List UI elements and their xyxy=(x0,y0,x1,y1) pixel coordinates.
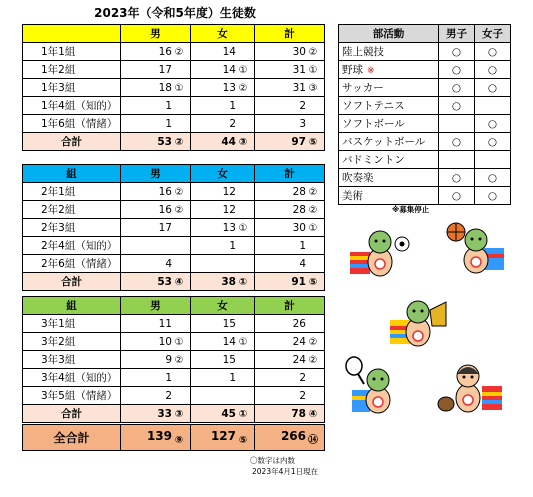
class-name: 1年2組 xyxy=(23,61,121,79)
boys-cell xyxy=(121,351,191,369)
total-value: 24 xyxy=(292,353,306,366)
club-boys-mark: ○ xyxy=(439,61,475,79)
total-cell xyxy=(255,79,325,97)
grand-total-table xyxy=(22,424,325,451)
boys-value: 17 xyxy=(158,221,172,234)
total-label: 合計 xyxy=(23,405,121,423)
boys-cell xyxy=(121,43,191,61)
boys-value: 16 xyxy=(158,203,172,216)
total-row xyxy=(23,405,325,423)
boys-cell xyxy=(121,237,191,255)
grade1-table xyxy=(22,24,325,151)
boys-value: 1 xyxy=(165,371,172,384)
boys-cell xyxy=(121,133,191,151)
class-name: 1年6組（情緒） xyxy=(23,115,121,133)
list-item xyxy=(339,97,511,115)
boys-cell xyxy=(121,97,191,115)
club-name xyxy=(339,151,439,169)
boys-inner: ② xyxy=(174,354,184,366)
club-girls-mark xyxy=(475,97,511,115)
total-cell xyxy=(255,219,325,237)
club-boys-mark: ○ xyxy=(439,79,475,97)
boys-cell xyxy=(121,115,191,133)
girls-cell xyxy=(191,255,255,273)
total-value: 3 xyxy=(299,117,306,130)
total-inner: ③ xyxy=(308,82,318,94)
boys-inner: ② xyxy=(174,136,184,148)
col-total-header: 計 xyxy=(255,165,325,183)
boys-value: 16 xyxy=(158,185,172,198)
girls-cell xyxy=(191,61,255,79)
page-title: 2023年（令和5年度）生徒数 xyxy=(94,6,256,20)
total-value: 2 xyxy=(299,371,306,384)
class-name: 1年1組 xyxy=(23,43,121,61)
girls-cell xyxy=(191,405,255,423)
total-cell xyxy=(255,183,325,201)
girls-value: 14 xyxy=(222,335,236,348)
table-row xyxy=(23,183,325,201)
total-cell xyxy=(255,273,325,291)
table-row xyxy=(23,255,325,273)
col-total-header: 計 xyxy=(255,297,325,315)
list-item xyxy=(339,169,511,187)
girls-cell xyxy=(191,79,255,97)
table-row xyxy=(23,115,325,133)
total-inner: ② xyxy=(308,186,318,198)
table-row xyxy=(23,97,325,115)
girls-inner: ① xyxy=(238,336,248,348)
total-cell xyxy=(255,201,325,219)
girls-value: 15 xyxy=(222,317,236,330)
club-name-text: 陸上競技 xyxy=(342,46,384,58)
club-name xyxy=(339,115,439,133)
col-class-header xyxy=(23,25,121,43)
col-total-header: 計 xyxy=(255,25,325,43)
club-name-text: バスケットボール xyxy=(342,136,426,148)
grand-total-boys-inner: ⑨ xyxy=(174,435,184,446)
girls-cell xyxy=(191,97,255,115)
boys-value: 10 xyxy=(158,335,172,348)
girls-cell xyxy=(191,115,255,133)
girls-cell xyxy=(191,237,255,255)
table-row xyxy=(23,351,325,369)
boys-cell xyxy=(121,333,191,351)
total-value: 31 xyxy=(292,63,306,76)
boys-value: 33 xyxy=(157,407,172,420)
grade2-header-row xyxy=(23,165,325,183)
grand-total-boys xyxy=(121,425,191,451)
girls-cell xyxy=(191,351,255,369)
col-girls-header: 女 xyxy=(191,165,255,183)
boys-inner: ① xyxy=(174,336,184,348)
girls-cell xyxy=(191,219,255,237)
boys-value: 18 xyxy=(158,81,172,94)
club-name-text: 美術 xyxy=(342,190,363,202)
col-class-header: 組 xyxy=(23,165,121,183)
club-boys-mark: ○ xyxy=(439,133,475,151)
mascot-softball-icon xyxy=(436,356,508,420)
total-inner: ② xyxy=(308,336,318,348)
total-value: 1 xyxy=(299,239,306,252)
total-value: 28 xyxy=(292,185,306,198)
total-value: 24 xyxy=(292,335,306,348)
class-name: 1年4組（知的） xyxy=(23,97,121,115)
club-boys-mark xyxy=(439,115,475,133)
club-girls-mark: ○ xyxy=(475,169,511,187)
boys-inner: ④ xyxy=(174,276,184,288)
table-row xyxy=(23,201,325,219)
club-name xyxy=(339,43,439,61)
table-row xyxy=(23,315,325,333)
list-item xyxy=(339,61,511,79)
girls-inner: ① xyxy=(238,222,248,234)
total-cell xyxy=(255,97,325,115)
grand-total-boys-value: 139 xyxy=(146,429,172,443)
table-row xyxy=(23,387,325,405)
club-name-text: 野球 xyxy=(342,64,363,76)
boys-cell xyxy=(121,369,191,387)
total-value: 30 xyxy=(292,45,306,58)
girls-inner: ① xyxy=(238,408,248,420)
table-row xyxy=(23,369,325,387)
girls-value: 14 xyxy=(222,63,236,76)
class-name: 3年3組 xyxy=(23,351,121,369)
grade3-table xyxy=(22,296,325,423)
class-name: 2年1組 xyxy=(23,183,121,201)
girls-cell xyxy=(191,387,255,405)
col-boys-header: 男 xyxy=(121,297,191,315)
total-inner: ① xyxy=(308,222,318,234)
girls-value: 38 xyxy=(221,275,236,288)
total-value: 26 xyxy=(292,317,306,330)
col-boys-header: 男 xyxy=(121,165,191,183)
girls-cell xyxy=(191,133,255,151)
boys-cell xyxy=(121,61,191,79)
boys-value: 11 xyxy=(158,317,172,330)
club-name xyxy=(339,187,439,205)
class-name: 3年2組 xyxy=(23,333,121,351)
club-boys-mark: ○ xyxy=(439,169,475,187)
table-row xyxy=(23,61,325,79)
total-cell xyxy=(255,43,325,61)
grand-total-all xyxy=(255,425,325,451)
boys-inner: ② xyxy=(174,204,184,216)
grand-total-label: 全合計 xyxy=(23,425,121,451)
class-name: 3年4組（知的） xyxy=(23,369,121,387)
club-girls-mark: ○ xyxy=(475,43,511,61)
boys-value: 9 xyxy=(165,353,172,366)
club-table xyxy=(338,24,511,205)
girls-cell xyxy=(191,201,255,219)
recruit-stop-mark: ※ xyxy=(367,66,375,76)
total-cell xyxy=(255,387,325,405)
list-item xyxy=(339,133,511,151)
club-girls-mark xyxy=(475,151,511,169)
grand-total-all-value: 266 xyxy=(280,429,306,443)
total-cell xyxy=(255,405,325,423)
club-girls-mark: ○ xyxy=(475,61,511,79)
table-row xyxy=(23,333,325,351)
grade1-header-row xyxy=(23,25,325,43)
total-inner: ② xyxy=(308,354,318,366)
total-cell xyxy=(255,61,325,79)
grand-total-all-inner: ⑭ xyxy=(308,435,318,446)
club-name-text: 吹奏楽 xyxy=(342,172,374,184)
girls-value: 44 xyxy=(221,135,236,148)
list-item xyxy=(339,43,511,61)
girls-value: 13 xyxy=(222,221,236,234)
total-cell xyxy=(255,237,325,255)
grand-total-girls xyxy=(191,425,255,451)
total-cell xyxy=(255,351,325,369)
total-inner: ⑤ xyxy=(308,136,318,148)
mascot-tennis-icon xyxy=(344,356,408,420)
club-girls-header: 女子 xyxy=(475,25,511,43)
club-name xyxy=(339,61,439,79)
boys-inner: ② xyxy=(174,46,184,58)
boys-value: 2 xyxy=(165,389,172,402)
total-value: 30 xyxy=(292,221,306,234)
boys-inner: ① xyxy=(174,82,184,94)
club-boys-header: 男子 xyxy=(439,25,475,43)
girls-inner: ① xyxy=(238,276,248,288)
total-cell xyxy=(255,133,325,151)
total-cell xyxy=(255,333,325,351)
boys-cell xyxy=(121,273,191,291)
list-item xyxy=(339,187,511,205)
list-item xyxy=(339,151,511,169)
club-header-row xyxy=(339,25,511,43)
total-value: 97 xyxy=(291,135,306,148)
club-girls-mark: ○ xyxy=(475,115,511,133)
total-row xyxy=(23,133,325,151)
girls-value: 12 xyxy=(222,203,236,216)
grand-total-girls-value: 127 xyxy=(210,429,236,443)
club-boys-mark xyxy=(439,151,475,169)
boys-inner: ③ xyxy=(174,408,184,420)
club-girls-mark: ○ xyxy=(475,187,511,205)
grand-total-row xyxy=(23,425,325,451)
table-row xyxy=(23,237,325,255)
girls-value: 1 xyxy=(229,99,236,112)
inner-count-note: 〇数字は内数 xyxy=(250,456,295,465)
recruit-stop-note: ※募集停止 xyxy=(392,205,430,214)
girls-cell xyxy=(191,183,255,201)
boys-value: 53 xyxy=(157,275,172,288)
girls-inner: ① xyxy=(238,64,248,76)
col-girls-header: 女 xyxy=(191,297,255,315)
table-row xyxy=(23,219,325,237)
mascot-soccer-icon xyxy=(348,222,412,282)
boys-cell xyxy=(121,183,191,201)
total-value: 31 xyxy=(292,81,306,94)
club-boys-mark: ○ xyxy=(439,43,475,61)
total-value: 28 xyxy=(292,203,306,216)
girls-cell xyxy=(191,273,255,291)
boys-cell xyxy=(121,315,191,333)
total-inner: ⑤ xyxy=(308,276,318,288)
girls-value: 2 xyxy=(229,117,236,130)
girls-value: 1 xyxy=(229,371,236,384)
club-girls-mark: ○ xyxy=(475,133,511,151)
class-name: 2年2組 xyxy=(23,201,121,219)
club-name-text: サッカー xyxy=(342,82,384,94)
total-value: 91 xyxy=(291,275,306,288)
club-name-text: バドミントン xyxy=(342,154,405,166)
class-name: 1年3組 xyxy=(23,79,121,97)
boys-cell xyxy=(121,201,191,219)
boys-value: 1 xyxy=(165,117,172,130)
class-name: 3年1組 xyxy=(23,315,121,333)
girls-value: 15 xyxy=(222,353,236,366)
total-row xyxy=(23,273,325,291)
as-of-date-note: 2023年4月1日現在 xyxy=(252,467,319,476)
table-row xyxy=(23,43,325,61)
club-name xyxy=(339,79,439,97)
col-class-header: 組 xyxy=(23,297,121,315)
grade3-header-row xyxy=(23,297,325,315)
girls-cell xyxy=(191,315,255,333)
total-value: 4 xyxy=(299,257,306,270)
list-item xyxy=(339,79,511,97)
club-name-text: ソフトボール xyxy=(342,118,405,130)
girls-cell xyxy=(191,369,255,387)
mascot-basketball-icon xyxy=(444,218,508,278)
girls-value: 45 xyxy=(221,407,236,420)
club-name xyxy=(339,169,439,187)
total-value: 78 xyxy=(291,407,306,420)
boys-value: 1 xyxy=(165,99,172,112)
club-name-text: ソフトテニス xyxy=(342,100,405,112)
boys-value: 16 xyxy=(158,45,172,58)
mascot-music-icon xyxy=(388,292,452,354)
boys-value: 17 xyxy=(158,63,172,76)
boys-cell xyxy=(121,405,191,423)
total-inner: ② xyxy=(308,46,318,58)
boys-inner: ② xyxy=(174,186,184,198)
grade2-table xyxy=(22,164,325,291)
girls-value: 14 xyxy=(222,45,236,58)
total-cell xyxy=(255,115,325,133)
club-boys-mark: ○ xyxy=(439,97,475,115)
girls-value: 1 xyxy=(229,239,236,252)
boys-cell xyxy=(121,255,191,273)
class-name: 2年6組（情緒） xyxy=(23,255,121,273)
class-name: 2年3組 xyxy=(23,219,121,237)
col-girls-header: 女 xyxy=(191,25,255,43)
girls-inner: ② xyxy=(238,82,248,94)
total-cell xyxy=(255,255,325,273)
total-label: 合計 xyxy=(23,273,121,291)
boys-value: 53 xyxy=(157,135,172,148)
grand-total-girls-inner: ⑤ xyxy=(238,435,248,446)
total-value: 2 xyxy=(299,99,306,112)
girls-value: 13 xyxy=(222,81,236,94)
club-name xyxy=(339,133,439,151)
total-inner: ④ xyxy=(308,408,318,420)
club-name-header: 部活動 xyxy=(339,25,439,43)
total-inner: ① xyxy=(308,64,318,76)
list-item xyxy=(339,115,511,133)
total-cell xyxy=(255,315,325,333)
boys-cell xyxy=(121,219,191,237)
boys-value: 4 xyxy=(165,257,172,270)
club-boys-mark: ○ xyxy=(439,187,475,205)
boys-cell xyxy=(121,387,191,405)
col-boys-header: 男 xyxy=(121,25,191,43)
total-inner: ② xyxy=(308,204,318,216)
girls-cell xyxy=(191,43,255,61)
class-name: 2年4組（知的） xyxy=(23,237,121,255)
table-row xyxy=(23,79,325,97)
total-label: 合計 xyxy=(23,133,121,151)
girls-inner: ③ xyxy=(238,136,248,148)
class-name: 3年5組（情緒） xyxy=(23,387,121,405)
total-cell xyxy=(255,369,325,387)
boys-cell xyxy=(121,79,191,97)
girls-cell xyxy=(191,333,255,351)
girls-value: 12 xyxy=(222,185,236,198)
total-value: 2 xyxy=(299,389,306,402)
club-name xyxy=(339,97,439,115)
club-girls-mark: ○ xyxy=(475,79,511,97)
